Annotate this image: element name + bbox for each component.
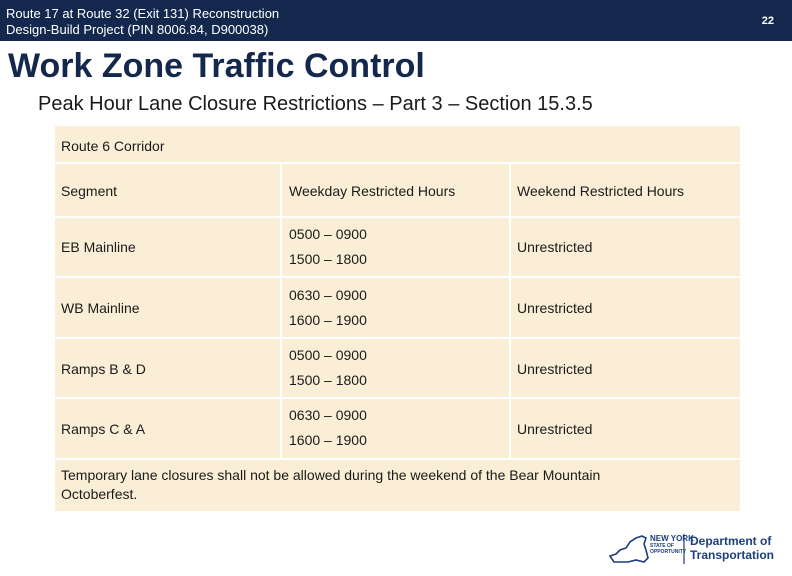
nysdot-logo (606, 528, 776, 568)
header-bar (0, 0, 792, 41)
project-title-line: Route 17 at Route 32 (Exit 131) Reconstruction (6, 6, 280, 21)
weekend-hours-cell: Unrestricted (517, 421, 593, 437)
column-header-segment: Segment (61, 183, 118, 199)
weekday-hours-cell (289, 403, 367, 453)
state-text-line: STATE OF (650, 543, 674, 549)
department-name (690, 534, 774, 562)
state-text-line: NEW YORK (650, 534, 694, 543)
department-line: Department of (690, 534, 772, 548)
department-line: Transportation (690, 548, 775, 562)
weekday-hours-pm: 1600 – 1900 (289, 312, 367, 328)
project-info (6, 6, 279, 38)
state-text (650, 534, 694, 555)
note-line: Temporary lane closures shall not be allowed during the weekend of the Bear Mountain (61, 467, 601, 483)
column-divider (509, 164, 511, 460)
segment-cell: EB Mainline (61, 239, 136, 255)
project-pin-line: Design-Build Project (PIN 8006.84, D900038) (6, 22, 269, 37)
corridor-row (55, 126, 740, 164)
table-row (55, 278, 740, 339)
note-line: Octoberfest. (61, 486, 138, 502)
weekday-hours-am: 0500 – 0900 (289, 347, 367, 363)
page-subtitle: Peak Hour Lane Closure Restrictions – Part 3 – Section 15.3.5 (38, 93, 593, 115)
page-number: 22 (761, 15, 774, 27)
weekday-hours-cell (289, 283, 367, 333)
table-row (55, 339, 740, 399)
note-row (55, 460, 740, 511)
corridor-label: Route 6 Corridor (61, 138, 165, 154)
weekend-hours-cell: Unrestricted (517, 361, 593, 377)
segment-cell: WB Mainline (61, 300, 140, 316)
column-divider (280, 164, 282, 460)
segment-cell: Ramps C & A (61, 421, 146, 437)
weekday-hours-pm: 1600 – 1900 (289, 432, 367, 448)
weekend-hours-cell: Unrestricted (517, 300, 593, 316)
state-text-line: OPPORTUNITY (650, 549, 687, 555)
table-row (55, 218, 740, 278)
weekday-hours-pm: 1500 – 1800 (289, 372, 367, 388)
weekday-hours-cell (289, 222, 367, 272)
note-text (61, 466, 600, 504)
weekday-hours-am: 0500 – 0900 (289, 226, 367, 242)
page-title: Work Zone Traffic Control (8, 47, 425, 85)
weekday-hours-cell (289, 343, 367, 393)
weekday-hours-am: 0630 – 0900 (289, 407, 367, 423)
table-row (55, 399, 740, 460)
weekday-hours-pm: 1500 – 1800 (289, 251, 367, 267)
weekend-hours-cell: Unrestricted (517, 239, 593, 255)
column-header-weekday: Weekday Restricted Hours (289, 183, 456, 199)
restrictions-table (54, 125, 741, 512)
column-header-weekend: Weekend Restricted Hours (517, 183, 685, 199)
weekday-hours-am: 0630 – 0900 (289, 287, 367, 303)
segment-cell: Ramps B & D (61, 361, 146, 377)
column-header-row (55, 164, 740, 218)
